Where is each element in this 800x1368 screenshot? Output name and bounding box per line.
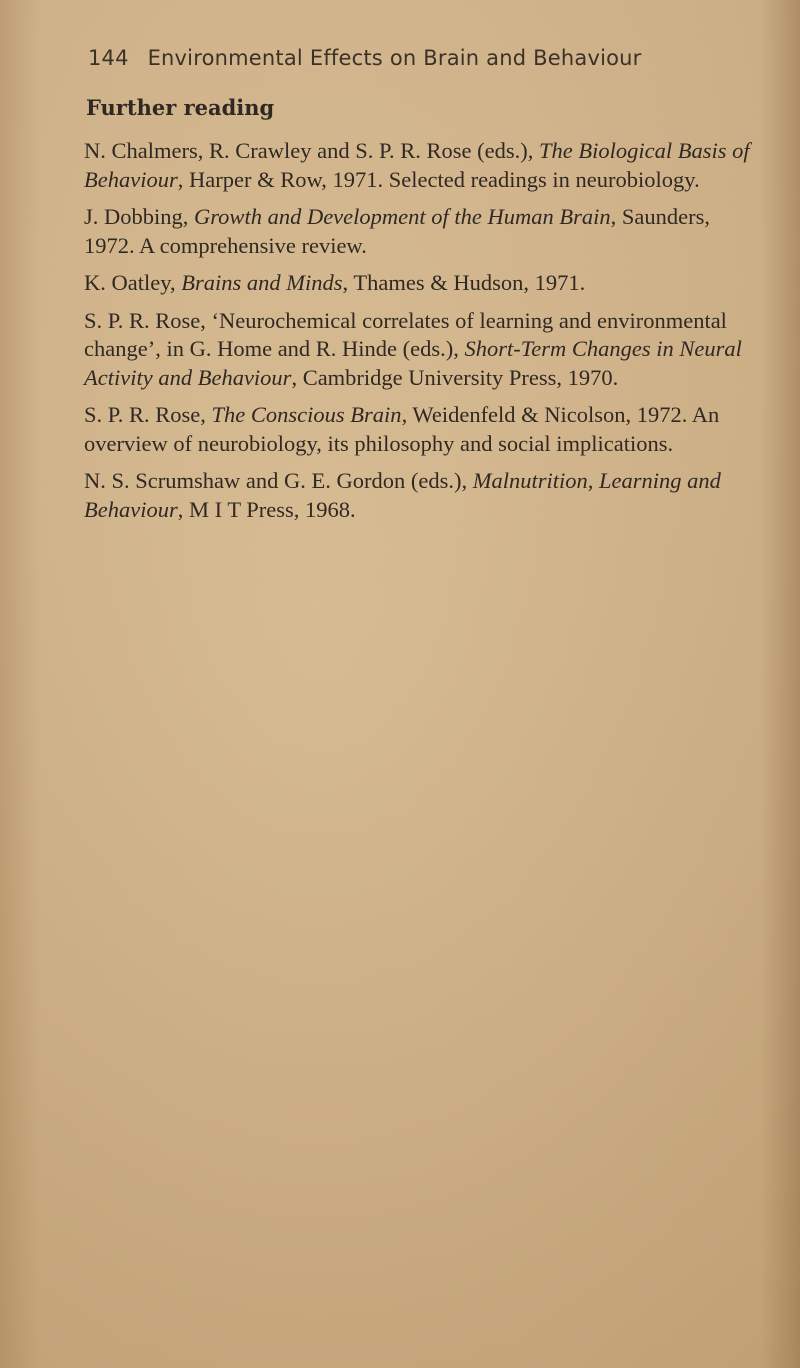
reference-item <box>84 137 754 194</box>
reference-details: , Harper & Row, 1971. Selected readings in neurobiology. <box>177 166 700 192</box>
page-number: 144 <box>88 46 129 70</box>
reference-details: , M I T Press, 1968. <box>177 496 356 522</box>
reference-item <box>84 269 754 298</box>
reference-item <box>84 307 754 393</box>
reference-authors: J. Dobbing, <box>84 204 195 229</box>
reference-item <box>84 203 754 260</box>
running-head <box>88 46 642 70</box>
reference-title: The Biological Basis of Behaviour <box>84 138 750 192</box>
reference-item <box>84 401 754 458</box>
reference-title: Malnutrition, Learning and Behaviour <box>84 468 721 522</box>
reference-details: , Thames & Hudson, 1971. <box>342 270 586 295</box>
reference-item <box>84 467 754 524</box>
reference-title: The Conscious Brain <box>211 402 402 427</box>
reference-title: Brains and Minds <box>181 270 343 295</box>
running-title: Environmental Effects on Brain and Behaviour <box>147 46 642 70</box>
reference-authors: S. P. R. Rose, ‘Neurochemical correlates of learning and environmental change’, in G. Home and R. Hinde (eds.), <box>84 307 727 361</box>
reference-details: , Cambridge University Press, 1970. <box>291 364 619 390</box>
reference-details: , Weidenfeld & Nicolson, 1972. An overview of neurobiology, its philosophy and social implications. <box>84 402 720 456</box>
reference-list <box>84 137 754 533</box>
reference-title: Short-Term Changes in Neural Activity and Behaviour <box>84 336 742 390</box>
reference-title: Growth and Development of the Human Brain <box>194 204 611 229</box>
reference-details: , Saunders, 1972. A comprehensive review. <box>84 204 711 258</box>
reference-authors: S. P. R. Rose, <box>84 402 212 427</box>
reference-authors: N. S. Scrumshaw and G. E. Gordon (eds.), <box>84 468 473 493</box>
section-heading: Further reading <box>86 95 275 120</box>
reference-authors: K. Oatley, <box>84 270 182 295</box>
reference-authors: N. Chalmers, R. Crawley and S. P. R. Rose (eds.), <box>84 138 539 163</box>
